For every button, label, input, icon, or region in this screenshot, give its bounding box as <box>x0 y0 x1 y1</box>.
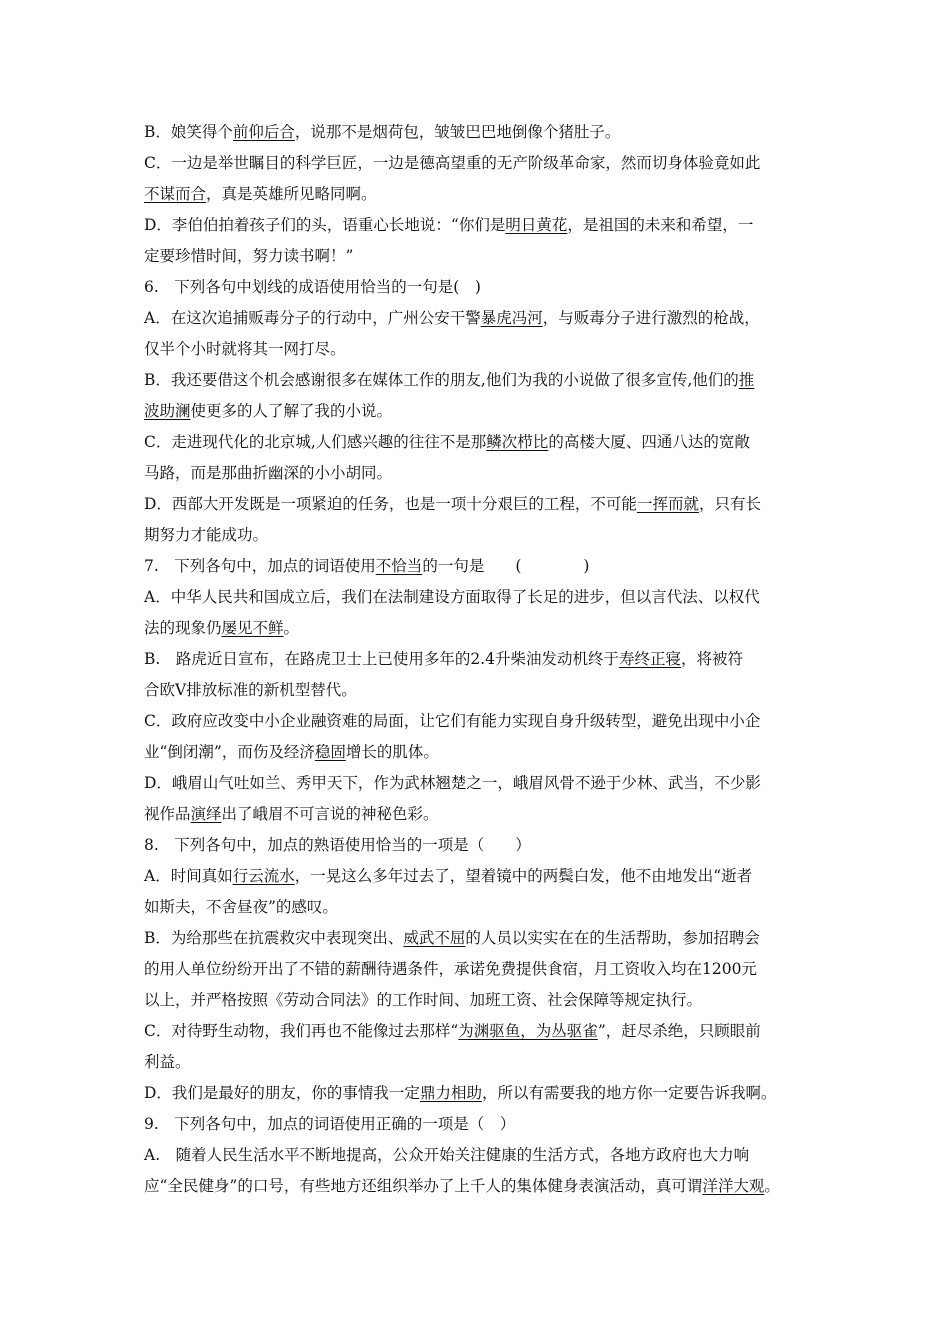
text-line: D．西部大开发既是一项紧迫的任务，也是一项十分艰巨的工程，不可能一挥而就，只有长 <box>144 495 761 513</box>
underlined-idiom: 屡见不鲜 <box>221 619 284 637</box>
text-line: 合欧Ⅴ排放标准的新机型替代。 <box>144 681 357 699</box>
text-line: A．中华人民共和国成立后，我们在法制建设方面取得了长足的进步，但以言代法、以权代 <box>144 588 760 606</box>
text-line: C．对待野生动物，我们再也不能像过去那样“为渊驱鱼，为丛驱雀”，赶尽杀绝，只顾眼前 <box>144 1022 761 1040</box>
underlined-idiom: 不恰当 <box>375 557 423 575</box>
underlined-idiom: 前仰后合 <box>232 123 295 141</box>
text-line: A．在这次追捕贩毒分子的行动中，广州公安干警暴虎冯河，与贩毒分子进行激烈的枪战， <box>144 309 760 327</box>
text-line: 仅半个小时就将其一网打尽。 <box>144 340 346 358</box>
text-line: B．为给那些在抗震救灾中表现突出、威武不屈的人员以实实在在的生活帮助，参加招聘会 <box>144 929 760 947</box>
text-line: 不谋而合，真是英雄所见略同啊。 <box>144 185 377 203</box>
text-line: D．李伯伯拍着孩子们的头，语重心长地说：“你们是明日黄花，是祖国的未来和希望，一 <box>144 216 754 234</box>
underlined-idiom: 演绎 <box>190 805 222 823</box>
underlined-idiom: 暴虎冯河 <box>480 309 543 327</box>
question-heading: 6. 下列各句中划线的成语使用恰当的一句是( ) <box>144 278 481 296</box>
text-line: 利益。 <box>144 1053 191 1071</box>
text-line: 期努力才能成功。 <box>144 526 269 544</box>
underlined-idiom: 一挥而就 <box>636 495 699 513</box>
text-line: D．峨眉山气吐如兰、秀甲天下，作为武林翘楚之一，峨眉风骨不逊于少林、武当，不少影 <box>144 774 761 792</box>
text-line: 如斯夫，不舍昼夜”的感叹。 <box>144 898 338 916</box>
text-line: C．一边是举世瞩目的科学巨匠，一边是德高望重的无产阶级革命家，然而切身体验竟如此 <box>144 154 761 172</box>
underlined-idiom: 寿终正寝 <box>618 650 681 668</box>
underlined-idiom: 威武不屈 <box>403 929 466 947</box>
text-line: C．政府应改变中小企业融资难的局面，让它们有能力实现自身升级转型，避免出现中小企 <box>144 712 761 730</box>
text-line: 马路，而是那曲折幽深的小小胡同。 <box>144 464 393 482</box>
text-line: B．我还要借这个机会感谢很多在媒体工作的朋友,他们为我的小说做了很多宣传,他们的推 <box>144 371 755 389</box>
text-line: 的用人单位纷纷开出了不错的薪酬待遇条件，承诺免费提供食宿，月工资收入均在1200元 <box>144 960 757 978</box>
text-line: 视作品演绎出了峨眉不可言说的神秘色彩。 <box>144 805 439 823</box>
text-line: 应“全民健身”的口号，有些地方还组织举办了上千人的集体健身表演活动，真可谓洋洋大观。 <box>144 1177 780 1195</box>
text-line: A. 随着人民生活水平不断地提高，公众开始关注健康的生活方式，各地方政府也大力响 <box>144 1146 750 1164</box>
underlined-idiom: 波助澜 <box>144 402 191 420</box>
underlined-idiom: 洋洋大观 <box>702 1177 765 1195</box>
question-heading: 9. 下列各句中，加点的词语使用正确的一项是（ ） <box>144 1115 516 1133</box>
question-heading: 8. 下列各句中，加点的熟语使用恰当的一项是（ ） <box>144 836 531 854</box>
text-line: 法的现象仍屡见不鲜。 <box>144 619 300 637</box>
text-line: 定要珍惜时间，努力读书啊！” <box>144 247 354 265</box>
text-line: C．走进现代化的北京城,人们感兴趣的往往不是那鳞次栉比的高楼大厦、四通八达的宽敞 <box>144 433 750 451</box>
text-line: B．娘笑得个前仰后合，说那不是烟荷包，皱皱巴巴地倒像个猪肚子。 <box>144 123 621 141</box>
underlined-idiom: 明日黄花 <box>505 216 568 234</box>
underlined-idiom: 推 <box>738 371 755 389</box>
text-line: 业“倒闭潮”，而伤及经济稳固增长的肌体。 <box>144 743 439 761</box>
underlined-idiom: 不谋而合 <box>144 185 207 203</box>
text-line: 以上，并严格按照《劳动合同法》的工作时间、加班工资、社会保障等规定执行。 <box>144 991 703 1009</box>
underlined-idiom: 稳固 <box>314 743 346 761</box>
underlined-idiom: 行云流水 <box>232 867 295 885</box>
underlined-idiom: 为渊驱鱼，为丛驱雀 <box>458 1022 598 1040</box>
text-line: D．我们是最好的朋友，你的事情我一定鼎力相助，所以有需要我的地方你一定要告诉我啊。 <box>144 1084 777 1102</box>
text-line: 波助澜使更多的人了解了我的小说。 <box>144 402 393 420</box>
text-line: B. 路虎近日宣布，在路虎卫士上已使用多年的2.4升柴油发动机终于寿终正寝，将被符 <box>144 650 744 668</box>
question-heading: 7. 下列各句中，加点的词语使用不恰当的一句是 ( ) <box>144 557 590 575</box>
underlined-idiom: 鼎力相助 <box>419 1084 482 1102</box>
text-line: A．时间真如行云流水，一晃这么多年过去了，望着镜中的两鬓白发，他不由地发出“逝者 <box>144 867 753 885</box>
underlined-idiom: 鳞次栉比 <box>486 433 549 451</box>
